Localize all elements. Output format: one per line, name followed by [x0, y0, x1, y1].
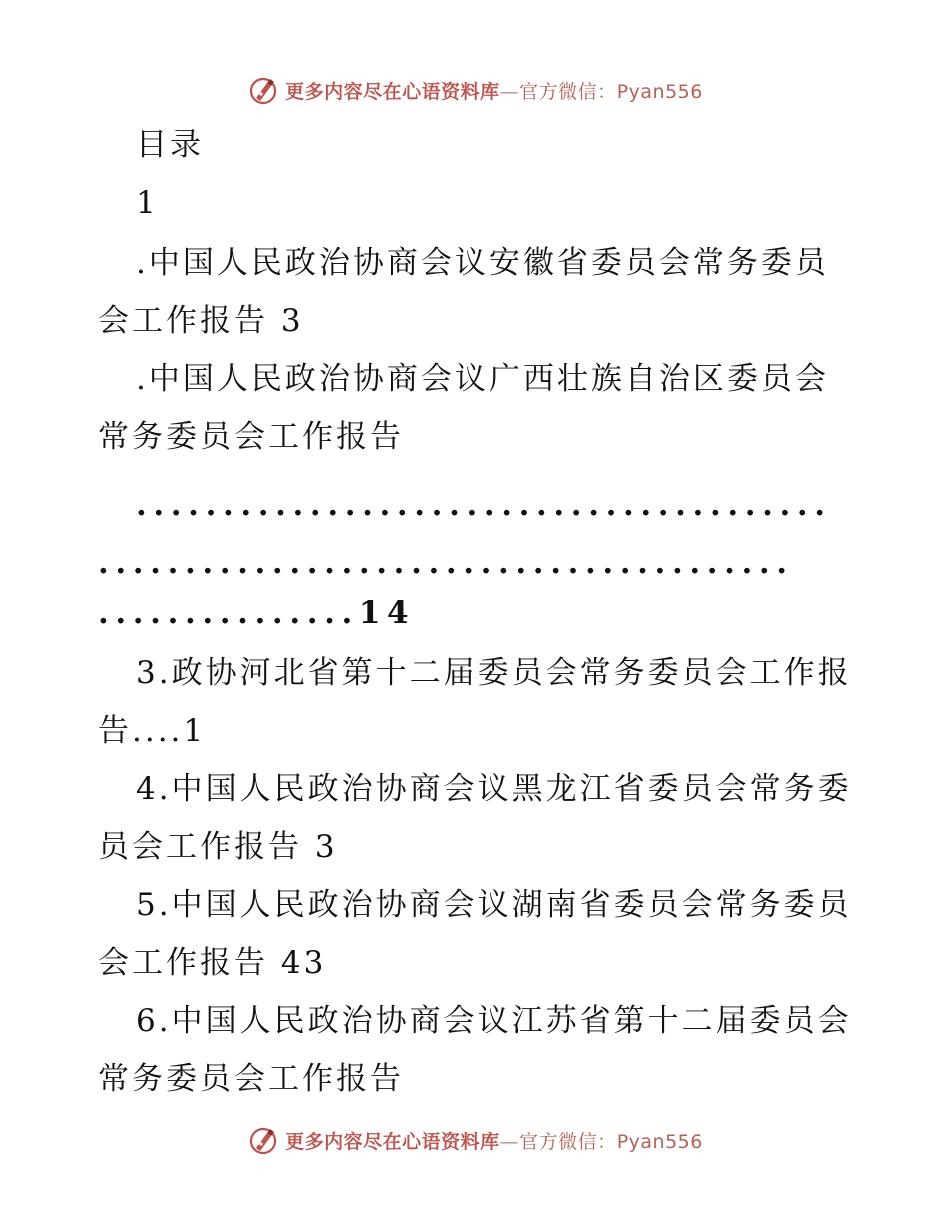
toc-entry-2-leader-3: ...............14 [98, 595, 416, 631]
watermark-separator: — [499, 80, 520, 103]
toc-entry-1-line-1: .中国人民政治协商会议安徽省委员会常务委员 [136, 245, 829, 281]
watermark-account: Pyan556 [616, 1130, 703, 1153]
toc-entry-2-line-2: 常务委员会工作报告 [98, 419, 404, 455]
toc-entry-2-line-1: .中国人民政治协商会议广西壮族自治区委员会 [136, 361, 829, 397]
footer-watermark [0, 1120, 950, 1160]
toc-entry-5-line-1: 5.中国人民政治协商会议湖南省委员会常务委员 [136, 887, 852, 923]
toc-entry-1-line-2: 会工作报告 3 [98, 303, 304, 339]
watermark-official: 官方微信： [519, 1130, 617, 1153]
watermark-official: 官方微信： [519, 80, 617, 103]
toc-number: 1 [136, 185, 159, 221]
toc-entry-3-line-2: 告....1 [98, 713, 207, 749]
watermark-main: 更多内容尽在心语资料库 [285, 1130, 500, 1153]
toc-entry-4-line-1: 4.中国人民政治协商会议黑龙江省委员会常务委 [136, 771, 852, 807]
pen-logo-icon [247, 74, 279, 106]
toc-entry-4-line-2: 员会工作报告 3 [98, 829, 338, 865]
watermark-separator: — [499, 1130, 520, 1153]
watermark-account: Pyan556 [616, 80, 703, 103]
toc-entry-6-line-2: 常务委员会工作报告 [98, 1061, 404, 1097]
watermark-text [285, 1127, 703, 1154]
watermark-text [285, 77, 703, 104]
toc-entry-2-leader-1: ........................................ [136, 487, 832, 523]
toc-heading: 目录 [136, 127, 204, 163]
toc-entry-2-leader-2: ........................................ [98, 545, 794, 581]
watermark-main: 更多内容尽在心语资料库 [285, 80, 500, 103]
toc-entry-5-line-2: 会工作报告 43 [98, 945, 327, 981]
pen-logo-icon [247, 1124, 279, 1156]
toc-entry-6-line-1: 6.中国人民政治协商会议江苏省第十二届委员会 [136, 1003, 852, 1039]
toc-entry-3-line-1: 3.政协河北省第十二届委员会常务委员会工作报 [136, 655, 852, 691]
header-watermark [0, 70, 950, 110]
